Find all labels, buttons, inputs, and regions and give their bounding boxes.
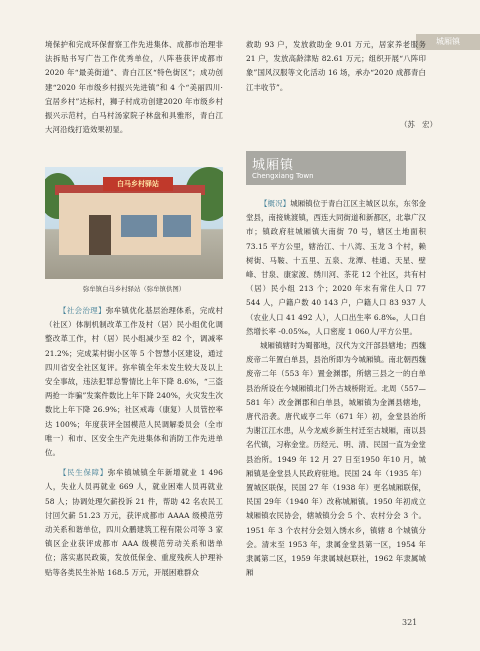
paragraph-history: 城厢镇辖时为蜀都地，汉代为文汗部县辖地；西魏废帝二年置白单县，县治所即为今城厢镇。南北朝西魏废帝二年（553 年）置金渊郡，所辖三县之一的白单县治所设在今城厢镇北门外古城桥附近。北周（557—581 年）改金渊郡和白单县，城厢镇为金渊县辖地，唐代沿袭。唐代咸亨二年（671 年）初，金堂县治所为谢江江水患，从今龙威乡新生村迁至古城厢，南以县名代镇，习称金堂。历经元、明、清、民国一直为金堂县治所。1949 年 12 月 27 日至1950 年10 月，城厢镇是金堂县人民政府驻地。民国 24 年（1935 年）置城区联保，民国 27 年（1938 年）更名城厢联保，民国 29年（1940 年）改称城厢镇。1950 年初成立城厢镇农民协会，辖城镇分会 5 个、农村分会 3 个。1951 年 3 个农村分会划入绣水乡，镇辖 8 个城镇分会。清末至 1953 年，隶属金堂县第一区，1954 年隶属第二区，1959 年隶属城赵联社，1962 年隶属城厢 (246, 341, 426, 578)
right-column-bottom (246, 197, 426, 580)
building-door (89, 215, 111, 255)
paragraph-livelihood (45, 466, 223, 580)
paragraph-environment: 境保护和完成环保督察工作先进集体、成都市治理非法拆贴书写广告工作优秀单位，八阵巷获评成都市 2020 年“最美街道”、青白江区“特色街区”；成功创建“2020 年市级乡村振兴先进镇”和 4 个“美丽四川·宜居乡村”达标村，狮子村成功创建2020 年市级乡村振兴示范村，白马村汤家院子林盘和具雅形，青白江大河沿线打造效果初显。 (45, 40, 223, 135)
paragraph-social-governance (45, 304, 223, 460)
section-label-overview: 【概况】 (260, 199, 291, 208)
left-column-bottom (45, 304, 223, 580)
building (59, 193, 201, 255)
left-column-top (45, 38, 223, 137)
social-governance-text: 弥牟镇优化基层治理体系，完成村（社区）体制机制改革工作及村（居）民小组优化调整改革工作，村（居）民小组减少至 82 个，调减率 21.2%；完成某村街小区等 5 个智慧小区建设，通过四川省安全社区复评。弥牟镇全年未发生较大及以上安全事故，违法犯罪总警情比上年下降 8.6%，“三盗两抢一诈骗”发案件数比上年下降 240%，火灾发生次数比上年下降 26.9%；社区戒毒（康复）人员管控率达 100%；年度获评全国模范人民调解委员会（全市唯一）和市、区安全生产先进集体和消防工作先进单位。 (45, 306, 223, 458)
livelihood-text: 弥牟镇城镇全年新增就业 1 496 人，失业人员再就业 669 人，就业困难人员再就业 58 人；协调处理欠薪投诉 21 件，帮助 42 名农民工讨回欠薪 51.23 万元，获评成都市 AAAA 级模范劳动关系和谐单位，四川众鹏建筑工程有限公司等 3 家镇区企业获评成都市 AAA 级模范劳动关系和谐单位；落实惠民政策，发放低保金、重度残疾人护理补贴等各类民生补贴 168.5 万元，开展困难群众 (45, 468, 223, 577)
section-banner (246, 151, 406, 185)
paragraph-overview (246, 197, 426, 339)
right-column-top (246, 38, 426, 95)
running-header-tab: 城厢镇 (416, 34, 480, 50)
photo-baima-station (45, 167, 223, 279)
building-window (121, 215, 157, 237)
section-label-social: 【社会治理】 (59, 306, 106, 315)
photo-caption: 弥牟镇白马乡村驿站（弥牟镇供图） (82, 285, 186, 293)
station-signboard: 白马乡村驿站 (103, 177, 173, 191)
banner-subtitle: Chengxiang Town (252, 172, 314, 180)
page-number: 321 (402, 618, 418, 627)
author-signature: （苏 宏） (400, 120, 437, 129)
building-window (163, 215, 191, 237)
section-label-livelihood: 【民生保障】 (59, 468, 108, 478)
paragraph-relief: 救助 93 户，发放救助金 9.01 万元，居家养老服务 21 户，发放高龄津贴 82.61 万元；组织开展“八阵印象”国风汉服等文化活动 16 场，承办“2020 成都青白江丰收节”。 (246, 40, 426, 92)
banner-title: 城厢镇 (252, 158, 295, 173)
overview-text: 城厢镇位于青白江区主城区以东，东邻金堂县，南接姚渡镇，西连大同街道和新都区，北靠广汉市；镇政府驻城厢镇大南街 70 号，辖区土地面积 73.15 平方公里，辖治江、十八湾、玉龙 3 个村，赖树街、马鞍、十五里、五泉、龙潭、桂通、天星、壁峰、甘泉、康家渡、绣川河、茶花 12 个社区，共有村（居）民小组 213 个；2020 年末有常住人口 77 544 人，户籍户数 40 143 户，户籍人口 83 937 人（农业人口 41 492 人），人口出生率 6.8‰，人口自然增长率 -0.05‰，人口密度 1 060人/平方公里。 (246, 199, 426, 336)
